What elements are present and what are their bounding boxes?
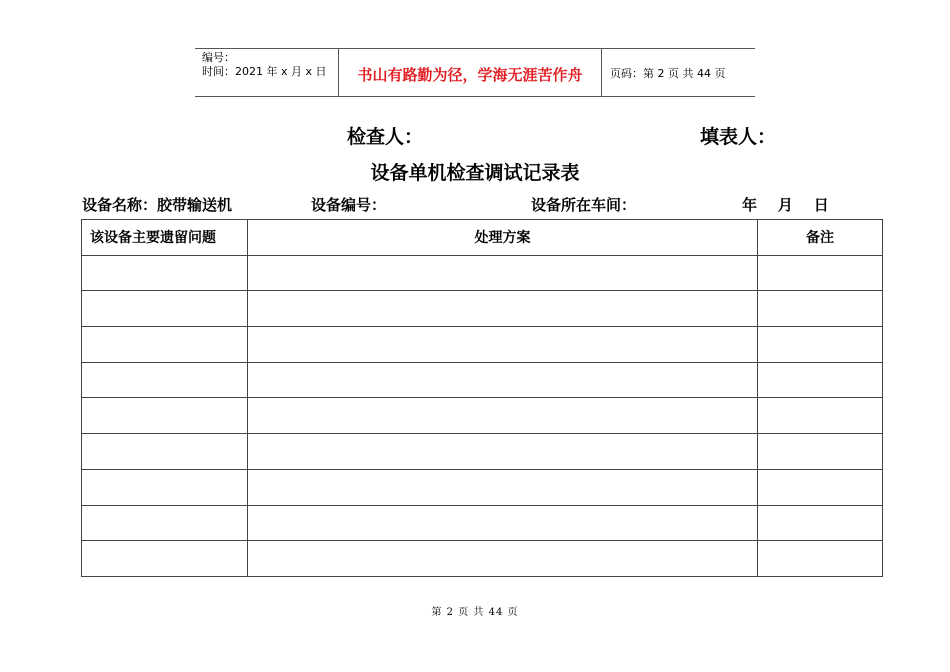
table-row (82, 362, 883, 398)
header-rule-bottom (195, 96, 755, 97)
table-header-row (82, 220, 883, 256)
remarks-cell[interactable] (758, 362, 883, 398)
solution-cell[interactable] (248, 469, 758, 505)
solution-cell[interactable] (248, 255, 758, 291)
issue-cell[interactable] (82, 327, 248, 363)
column-header-remarks: 备注 (758, 220, 883, 256)
header-divider (338, 48, 339, 97)
solution-cell[interactable] (248, 291, 758, 327)
remarks-cell[interactable] (758, 469, 883, 505)
issue-cell[interactable] (82, 362, 248, 398)
issue-cell[interactable] (82, 291, 248, 327)
device-name-field: 设备名称：胶带输送机 (82, 196, 233, 214)
issue-cell[interactable] (82, 469, 248, 505)
page-footer: 第 2 页 共 44 页 (431, 607, 519, 618)
record-table (81, 219, 883, 577)
page-title: 设备单机检查调试记录表 (370, 162, 580, 184)
workshop-field: 设备所在车间： (531, 196, 637, 214)
solution-cell[interactable] (248, 434, 758, 470)
table-row (82, 327, 883, 363)
table-row (82, 505, 883, 541)
issue-cell[interactable] (82, 505, 248, 541)
issue-cell[interactable] (82, 398, 248, 434)
solution-cell[interactable] (248, 327, 758, 363)
inspector-label: 检查人： (347, 126, 424, 148)
table-row (82, 398, 883, 434)
table-row (82, 291, 883, 327)
solution-cell[interactable] (248, 362, 758, 398)
table-row (82, 541, 883, 577)
issue-cell[interactable] (82, 434, 248, 470)
solution-cell[interactable] (248, 505, 758, 541)
remarks-cell[interactable] (758, 398, 883, 434)
header-number-label: 编号： (202, 51, 235, 64)
remarks-cell[interactable] (758, 541, 883, 577)
column-header-issues: 该设备主要遗留问题 (82, 220, 248, 256)
header-page-code: 页码：第 2 页 共 44 页 (610, 67, 726, 80)
filler-label: 填表人： (700, 126, 777, 148)
remarks-cell[interactable] (758, 327, 883, 363)
header-divider (601, 48, 602, 97)
solution-cell[interactable] (248, 541, 758, 577)
issue-cell[interactable] (82, 255, 248, 291)
column-header-solution: 处理方案 (248, 220, 758, 256)
table-row (82, 469, 883, 505)
table-row (82, 255, 883, 291)
header-time-label: 时间：2021 年 x 月 x 日 (202, 65, 327, 78)
remarks-cell[interactable] (758, 434, 883, 470)
remarks-cell[interactable] (758, 255, 883, 291)
header-motto: 书山有路勤为径，学海无涯苦作舟 (357, 66, 583, 84)
remarks-cell[interactable] (758, 505, 883, 541)
device-number-field: 设备编号： (311, 196, 387, 214)
issue-cell[interactable] (82, 541, 248, 577)
header-rule-top (195, 48, 755, 49)
solution-cell[interactable] (248, 398, 758, 434)
remarks-cell[interactable] (758, 291, 883, 327)
date-field: 年 月 日 (742, 196, 829, 214)
table-row (82, 434, 883, 470)
